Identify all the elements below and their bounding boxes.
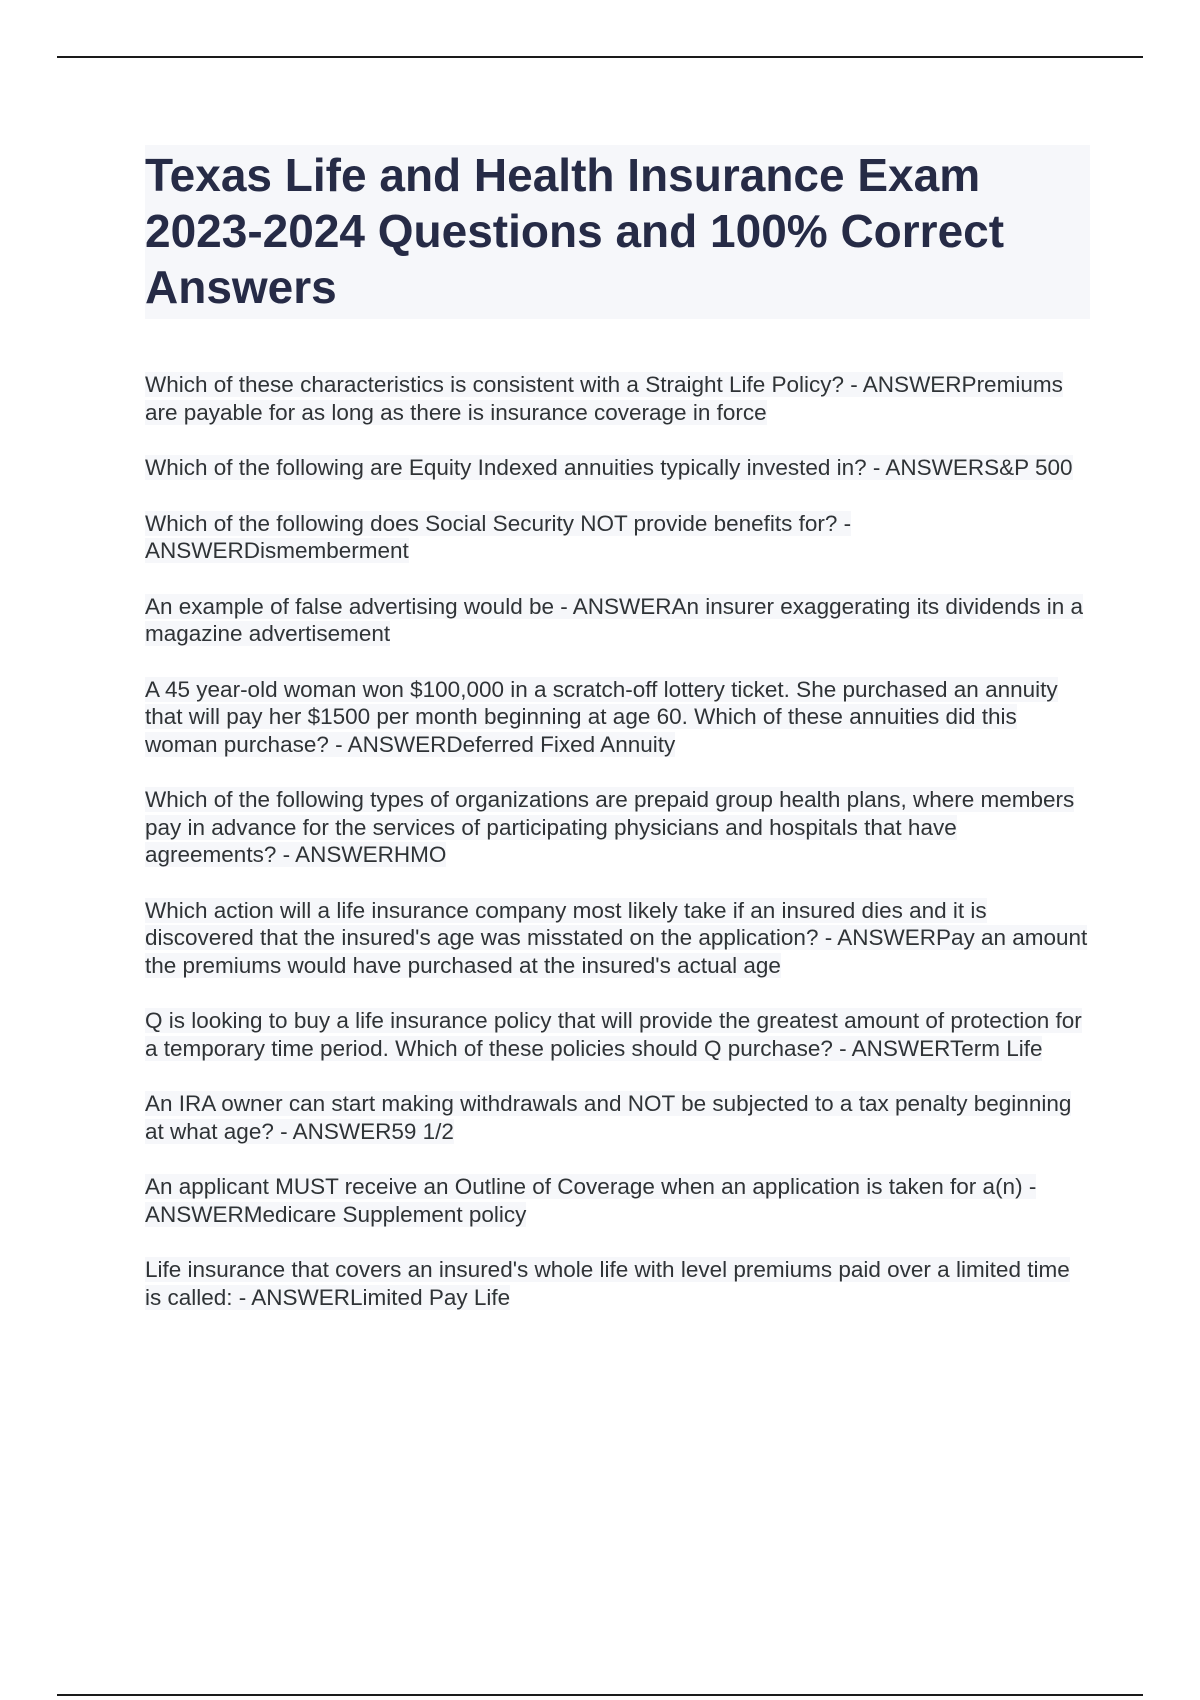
qa-item: An example of false advertising would be - ANSWERAn insurer exaggerating its dividends in a magazine advertisement [145, 593, 1083, 646]
qa-item: Q is looking to buy a life insurance policy that will provide the greatest amount of protection for a temporary time period. Which of these policies should Q purchase? - ANSWERTerm Life [145, 1008, 1082, 1061]
qa-item: An applicant MUST receive an Outline of Coverage when an application is taken for a(n) - ANSWERMedicare Supplement policy [145, 1174, 1037, 1227]
qa-item: Life insurance that covers an insured's whole life with level premiums paid over a limited time is called: - ANSWERLimited Pay Life [145, 1257, 1070, 1310]
qa-item: An IRA owner can start making withdrawals and NOT be subjected to a tax penalty beginning at what age? - ANSWER59 1/2 [145, 1091, 1072, 1144]
qa-item: Which of these characteristics is consistent with a Straight Life Policy? - ANSWERPremiums are payable for as long as there is insurance coverage in force [145, 372, 1063, 425]
document-body [145, 145, 1090, 1339]
footer-rule [57, 1694, 1143, 1696]
qa-item: Which of the following types of organizations are prepaid group health plans, where members pay in advance for the services of participating physicians and hospitals that have agreements? - ANSWERHMO [145, 787, 1075, 867]
qa-item: A 45 year-old woman won $100,000 in a scratch-off lottery ticket. She purchased an annuity that will pay her $1500 per month beginning at age 60. Which of these annuities did this woman purchase? - ANSWERDeferred Fixed Annuity [145, 676, 1058, 757]
qa-item: Which action will a life insurance company most likely take if an insured dies and it is discovered that the insured's age was misstated on the application? - ANSWERPay an amount the premiums would have purchased at the insured's actual age [145, 897, 1088, 978]
qa-item: Which of the following are Equity Indexed annuities typically invested in? - ANSWERS&P 500 [145, 455, 1073, 480]
header-rule [57, 56, 1143, 58]
qa-item: Which of the following does Social Security NOT provide benefits for? - ANSWERDismemberment [145, 510, 852, 563]
document-title: Texas Life and Health Insurance Exam 2023-2024 Questions and 100% Correct Answers [145, 149, 1005, 313]
title-block [145, 145, 1090, 319]
